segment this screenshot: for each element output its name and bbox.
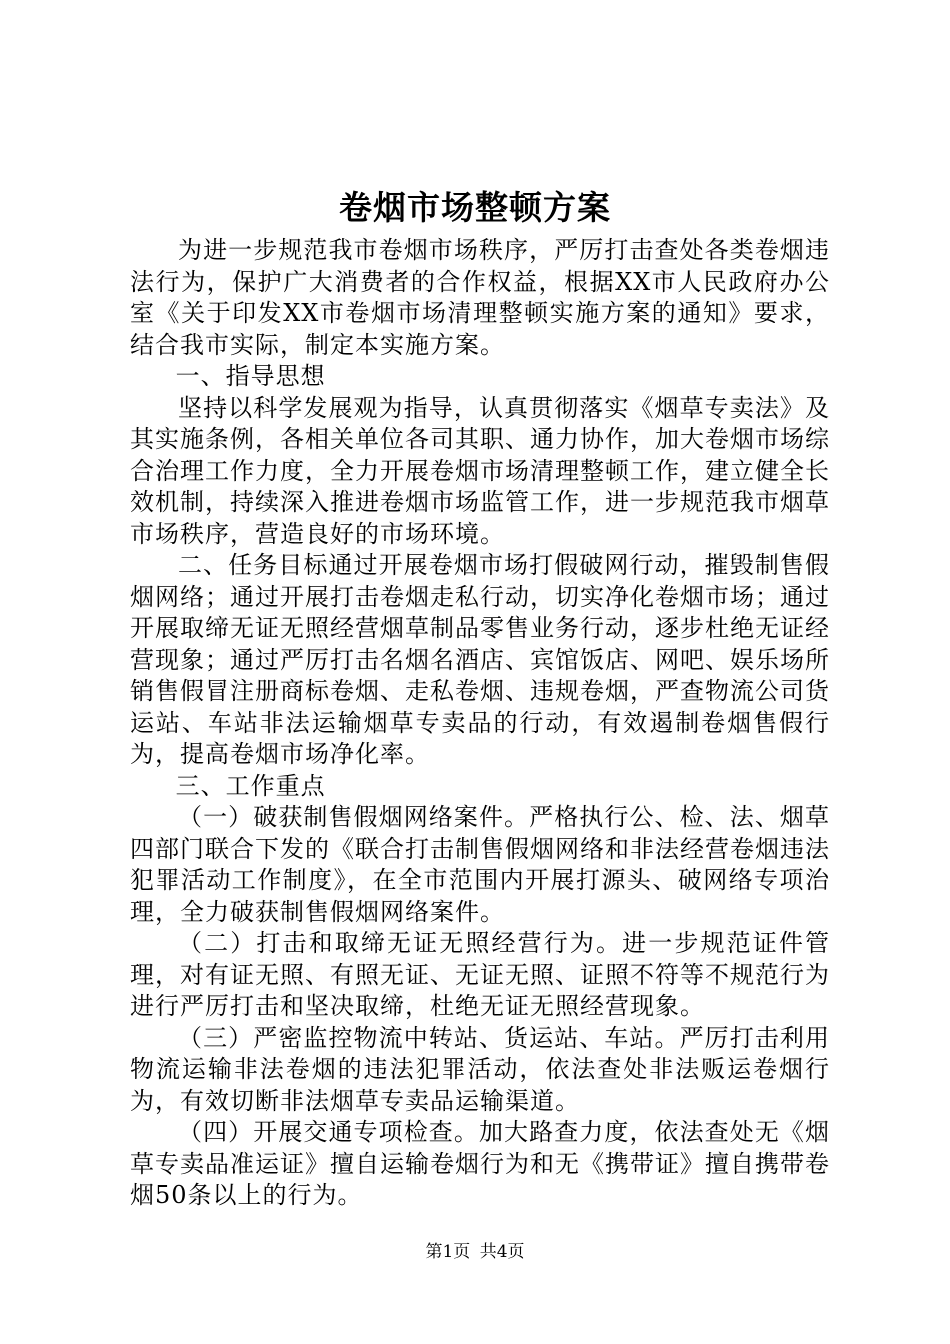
paragraph-focus-2: （二）打击和取缔无证无照经营行为。进一步规范证件管理，对有证无照、有照无证、无证无照、证照不符等不规范行为进行严厉打击和坚决取缔，杜绝无证无照经营现象。 (130, 929, 830, 1020)
document-title: 卷烟市场整顿方案 (339, 188, 611, 227)
document-body (130, 235, 830, 1212)
paragraph-focus-4: （四）开展交通专项检查。加大路查力度，依法查处无《烟草专卖品准运证》擅自运输卷烟行为和无《携带证》擅自携带卷烟50条以上的行为。 (130, 1118, 830, 1209)
heading-work-focus: 三、工作重点 (175, 771, 326, 800)
page-number: 第1页 (425, 1242, 471, 1262)
paragraph-focus-3: （三）严密监控物流中转站、货运站、车站。严厉打击利用物流运输非法卷烟的违法犯罪活动，依法查处非法贩运卷烟行为，有效切断非法烟草专卖品运输渠道。 (130, 1023, 830, 1115)
paragraph-intro: 为进一步规范我市卷烟市场秩序，严厉打击查处各类卷烟违法行为，保护广大消费者的合作权益，根据XX市人民政府办公室《关于印发XX市卷烟市场清理整顿实施方案的通知》要求，结合我市实际，制定本实施方案。 (130, 236, 830, 359)
paragraph-guiding-ideology: 坚持以科学发展观为指导，认真贯彻落实《烟草专卖法》及其实施条例，各相关单位各司其职、通力协作，加大卷烟市场综合治理工作力度，全力开展卷烟市场清理整顿工作，建立健全长效机制，持续深入推进卷烟市场监管工作，进一步规范我市烟草市场秩序，营造良好的市场环境。 (130, 393, 830, 548)
page-footer (0, 1240, 950, 1264)
paragraph-focus-1: （一）破获制售假烟网络案件。严格执行公、检、法、烟草四部门联合下发的《联合打击制售假烟网络和非法经营卷烟违法犯罪活动工作制度》，在全市范围内开展打源头、破网络专项治理，全力破获制售假烟网络案件。 (130, 803, 830, 926)
page-total: 共4页 (479, 1242, 525, 1262)
heading-guiding-ideology: 一、指导思想 (175, 362, 326, 390)
paragraph-task-goals: 二、任务目标通过开展卷烟市场打假破网行动，摧毁制售假烟网络；通过开展打击卷烟走私行动，切实净化卷烟市场；通过开展取缔无证无照经营烟草制品零售业务行动，逐步杜绝无证经营现象；通过严厉打击名烟名酒店、宾馆饭店、网吧、娱乐场所销售假冒注册商标卷烟、走私卷烟、违规卷烟，严查物流公司货运站、车站非法运输烟草专卖品的行动，有效遏制卷烟售假行为，提高卷烟市场净化率。 (130, 551, 830, 768)
